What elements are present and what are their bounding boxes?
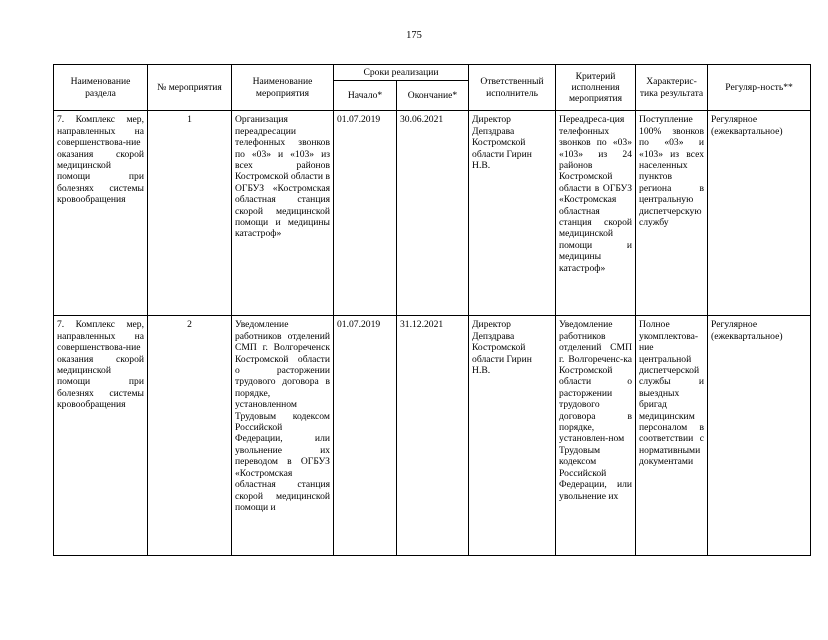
- cell-criterion: Уведомление работников отделений СМП г. Волгореченс-ка Костромской области о расторжении трудового договора в порядке, установлен-ном Трудовым кодексом Российской Федерации, или увольнение их: [556, 316, 636, 556]
- measures-table: [53, 64, 811, 556]
- cell-criterion: Переадреса-ция телефонных звонков по «03» «103» из 24 районов Костромской области в ОГБУЗ «Костромская областная станция скорой медицинской помощи и медицины катастроф»: [556, 111, 636, 316]
- cell-measure-name: Организация переадресации телефонных звонков по «03» и «103» из всех районов Костромской области в ОГБУЗ «Костромская областная станция скорой медицинской помощи и медицины катастроф»: [232, 111, 334, 316]
- header-end: Окончание*: [397, 81, 469, 111]
- cell-start: 01.07.2019: [334, 111, 397, 316]
- header-section: Наименование раздела: [54, 65, 148, 111]
- cell-responsible: Директор Депздрава Костромской области Гирин Н.В.: [469, 316, 556, 556]
- header-regularity: Регуляр-ность**: [708, 65, 811, 111]
- header-measure-name: Наименование мероприятия: [232, 65, 334, 111]
- cell-end: 31.12.2021: [397, 316, 469, 556]
- header-criterion: Критерий исполнения мероприятия: [556, 65, 636, 111]
- cell-start: 01.07.2019: [334, 316, 397, 556]
- header-result: Характерис-тика результата: [636, 65, 708, 111]
- header-number: № мероприятия: [148, 65, 232, 111]
- cell-regularity: Регулярное (ежеквартальное): [708, 316, 811, 556]
- header-terms: Сроки реализации: [334, 65, 469, 81]
- cell-regularity: Регулярное (ежеквартальное): [708, 111, 811, 316]
- table-row: [54, 111, 811, 316]
- cell-number: 2: [148, 316, 232, 556]
- cell-responsible: Директор Депздрава Костромской области Гирин Н.В.: [469, 111, 556, 316]
- cell-result: Поступление 100% звонков по «03» и «103» из всех населенных пунктов региона в центральную диспетчерскую службу: [636, 111, 708, 316]
- page-number: 175: [406, 30, 422, 41]
- cell-number: 1: [148, 111, 232, 316]
- table-row: [54, 316, 811, 556]
- cell-result: Полное укомплектова-ние центральной диспетчерской службы и выездных бригад медицинским персоналом в соответствии с нормативными документами: [636, 316, 708, 556]
- cell-section: 7. Комплекс мер, направленных на совершенствова-ние оказания скорой медицинской помощи при болезнях системы кровообращения: [54, 316, 148, 556]
- cell-section: 7. Комплекс мер, направленных на совершенствова-ние оказания скорой медицинской помощи при болезнях системы кровообращения: [54, 111, 148, 316]
- cell-measure-name: Уведомление работников отделений СМП г. Волгореченск Костромской области о расторжении трудового договора в порядке, установленном Трудовым кодексом Российской Федерации, или увольнение их переводом в ОГБУЗ «Костромская областная станция скорой медицинской помощи и: [232, 316, 334, 556]
- header-responsible: Ответственный исполнитель: [469, 65, 556, 111]
- header-start: Начало*: [334, 81, 397, 111]
- cell-end: 30.06.2021: [397, 111, 469, 316]
